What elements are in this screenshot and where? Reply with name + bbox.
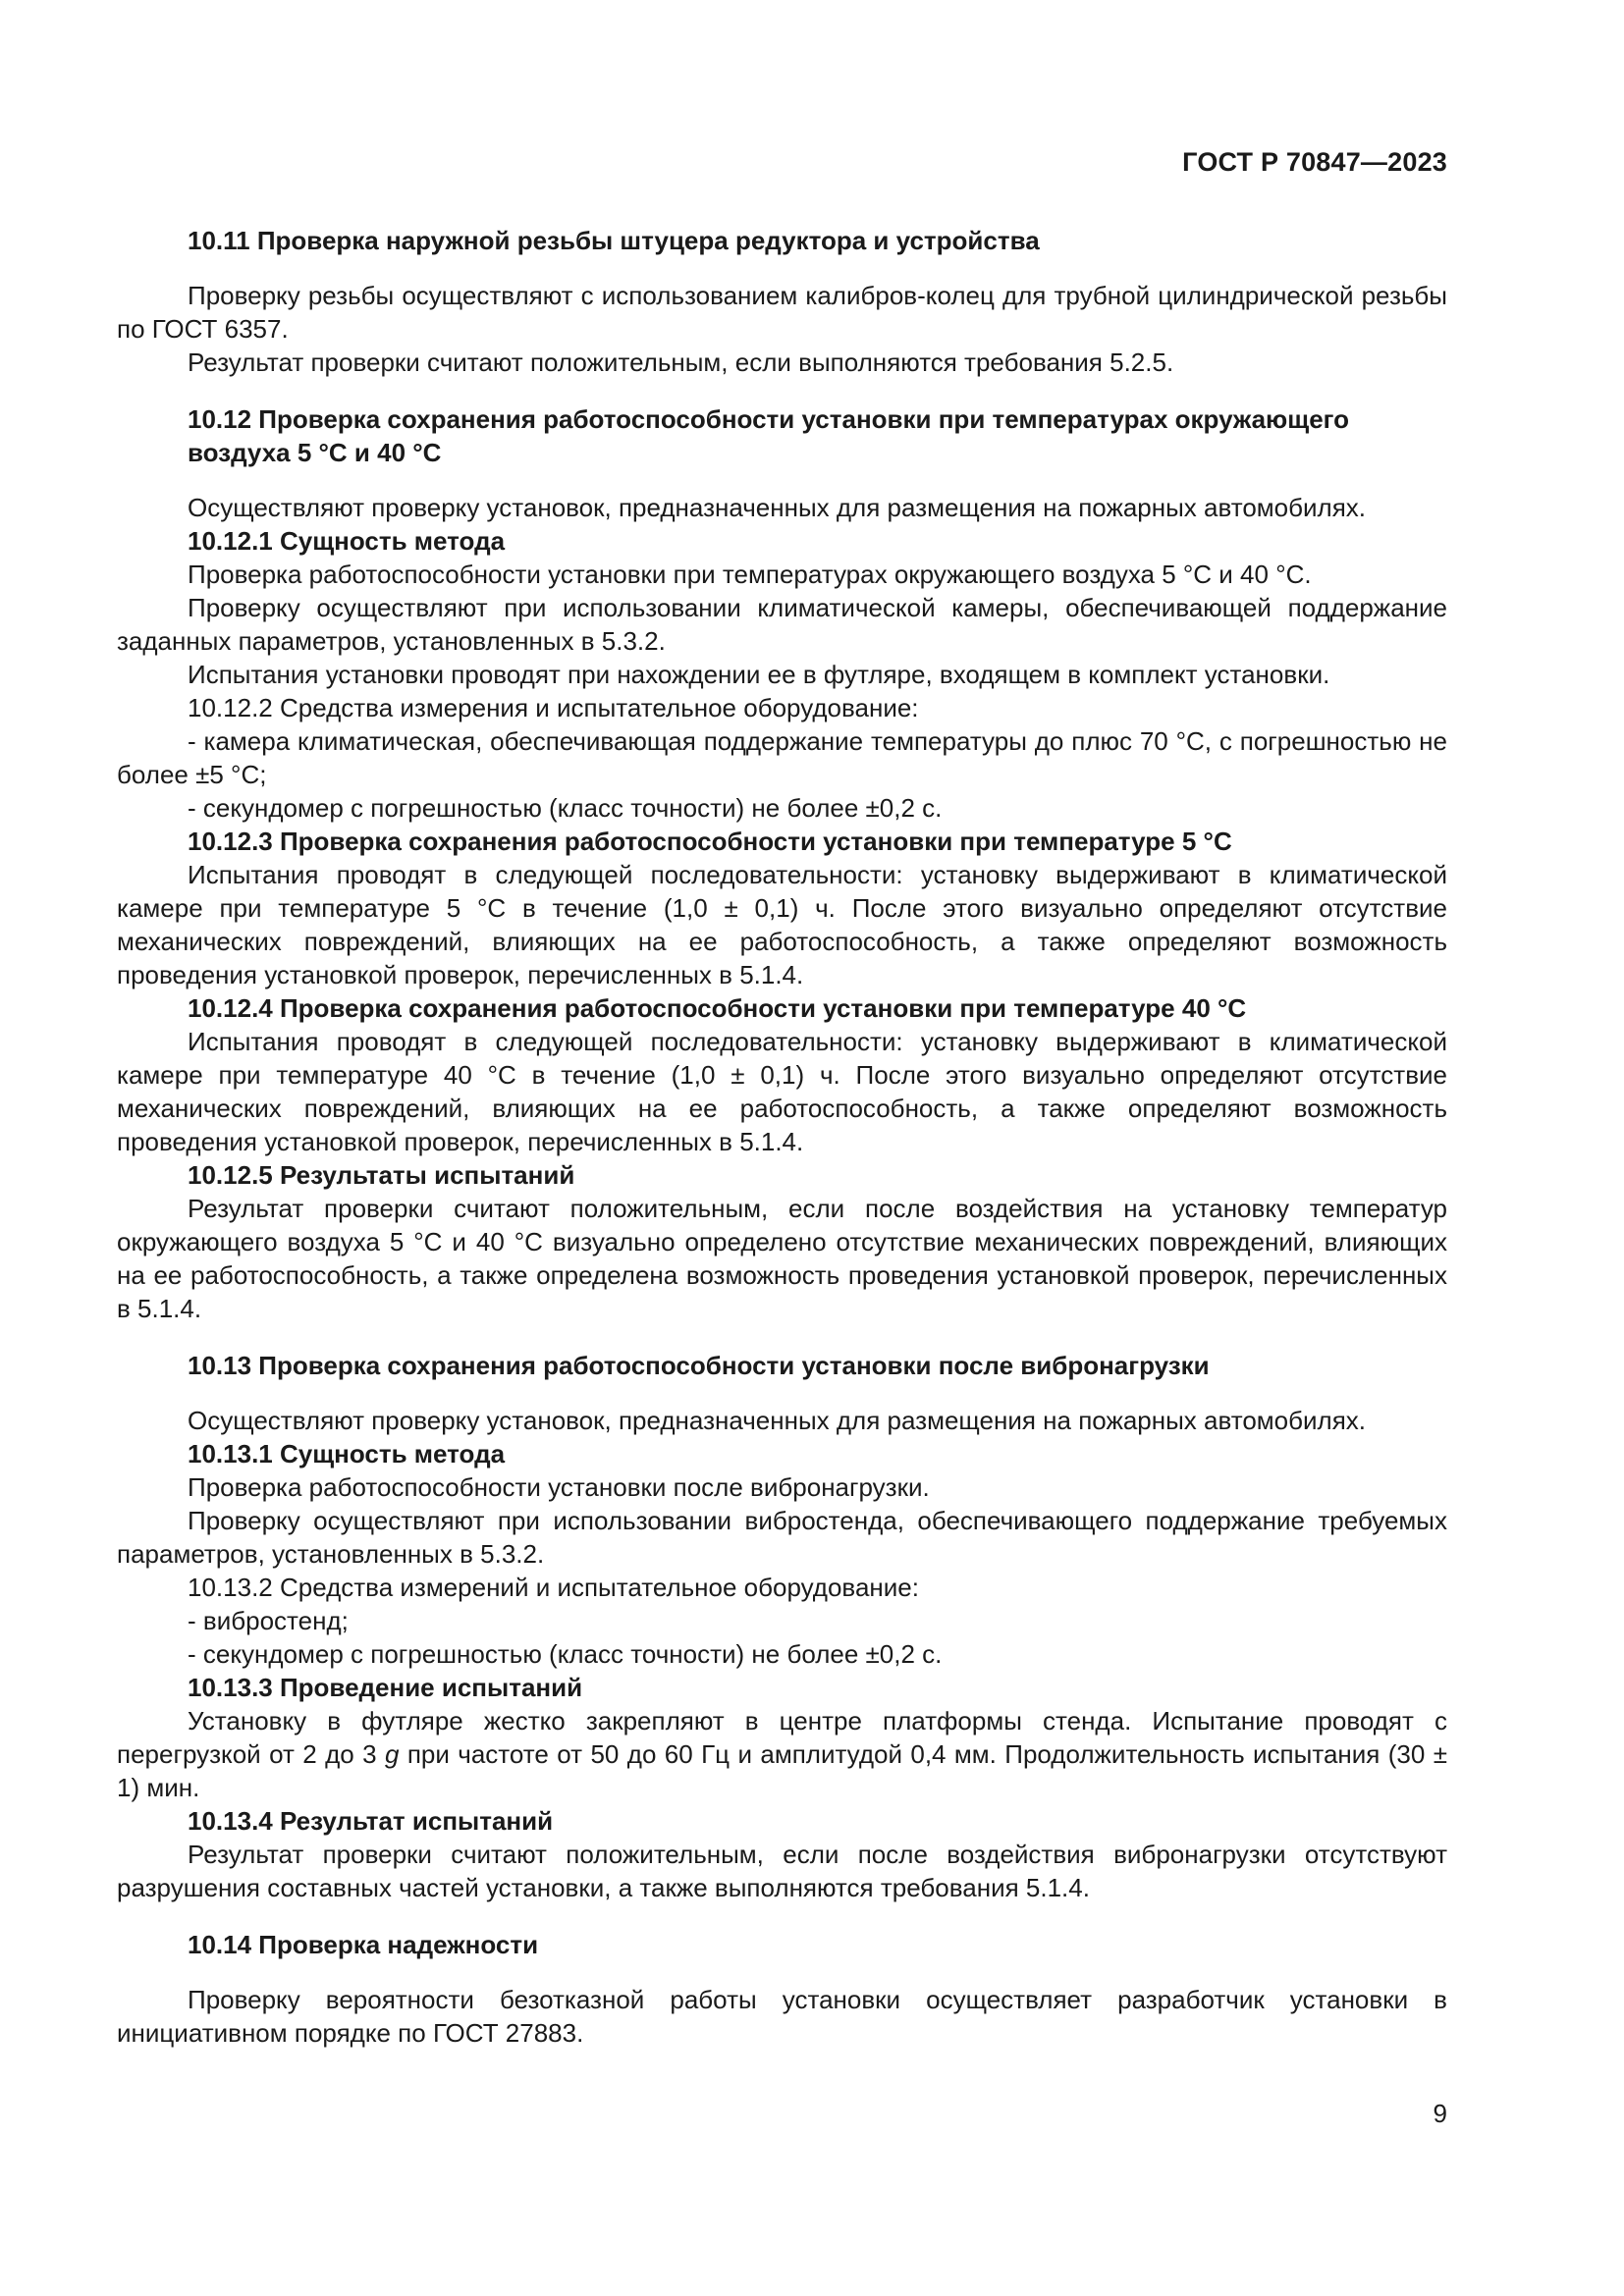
paragraph (117, 1704, 1447, 1804)
subsection-heading-10-13-4: 10.13.4 Результат испытаний (188, 1806, 554, 1836)
list-item: - секундомер с погрешностью (класс точности) не более ±0,2 с. (188, 793, 943, 823)
paragraph: Проверка работоспособности установки при температурах окружающего воздуха 5 °С и 40 °С. (188, 560, 1312, 589)
paragraph-text: Установку в футляре жестко закрепляют в центре платформы стенда. Испытание проводят с перегрузкой от 2 до 3 (117, 1706, 1447, 1769)
paragraph: Результат проверки считают положительным, если после воздействия вибронагрузки отсутствуют разрушения составных частей установки, а также выполняются требования 5.1.4. (117, 1840, 1447, 1902)
paragraph-text: при частоте от 50 до 60 Гц и амплитудой 0,4 мм. Продолжительность испытания (30 ± 1) мин. (117, 1739, 1447, 1802)
list-item: - секундомер с погрешностью (класс точности) не более ±0,2 с. (188, 1639, 943, 1669)
section-heading-10-13: 10.13 Проверка сохранения работоспособности установки после вибронагрузки (188, 1351, 1210, 1380)
paragraph: Проверка работоспособности установки после вибронагрузки. (188, 1472, 930, 1502)
list-item: - вибростенд; (188, 1606, 349, 1635)
paragraph: Проверку осуществляют при использовании климатической камеры, обеспечивающей поддержание заданных параметров, установленных в 5.3.2. (117, 593, 1447, 656)
paragraph: Результат проверки считают положительным, если после воздействия на установку температур окружающего воздуха 5 °С и 40 °С визуально определено отсутствие механических повреждений, влияющих на ее работоспособность, а также определена возможность проведения установкой проверок, перечисленных в 5.1.4. (117, 1194, 1447, 1323)
paragraph-10-13-2: 10.13.2 Средства измерений и испытательное оборудование: (188, 1573, 919, 1602)
subsection-heading-10-12-3: 10.12.3 Проверка сохранения работоспособности установки при температуре 5 °С (188, 827, 1232, 856)
page-number: 9 (1433, 2099, 1447, 2128)
paragraph-10-12-2: 10.12.2 Средства измерения и испытательное оборудование: (188, 693, 919, 722)
section-heading-10-14: 10.14 Проверка надежности (188, 1930, 539, 1959)
section-heading-10-11: 10.11 Проверка наружной резьбы штуцера редуктора и устройства (188, 226, 1040, 255)
document-header-id: ГОСТ Р 70847—2023 (1182, 147, 1447, 177)
subsection-heading-10-13-3: 10.13.3 Проведение испытаний (188, 1673, 583, 1702)
paragraph: Осуществляют проверку установок, предназначенных для размещения на пожарных автомобилях. (188, 493, 1367, 522)
document-body (117, 224, 1447, 2050)
paragraph: Испытания проводят в следующей последовательности: установку выдерживают в климатической камере при температуре 5 °С в течение (1,0 ± 0,1) ч. После этого визуально определяют отсутствие механических повреждений, влияющих на ее работоспособность, а также определяют возможность проведения установкой проверок, перечисленных в 5.1.4. (117, 860, 1447, 989)
subsection-heading-10-12-5: 10.12.5 Результаты испытаний (188, 1160, 575, 1190)
list-item: - камера климатическая, обеспечивающая поддержание температуры до плюс 70 °С, с погрешностью не более ±5 °С; (117, 726, 1447, 789)
subsection-heading-10-12-4: 10.12.4 Проверка сохранения работоспособности установки при температуре 40 °С (188, 993, 1247, 1023)
paragraph: Проверку вероятности безотказной работы установки осуществляет разработчик установки в инициативном порядке по ГОСТ 27883. (117, 1985, 1447, 2048)
subsection-heading-10-12-1: 10.12.1 Сущность метода (188, 526, 506, 556)
paragraph: Проверку осуществляют при использовании вибростенда, обеспечивающего поддержание требуемых параметров, установленных в 5.3.2. (117, 1506, 1447, 1569)
g-symbol: g (384, 1739, 400, 1769)
subsection-heading-10-13-1: 10.13.1 Сущность метода (188, 1439, 506, 1468)
paragraph: Результат проверки считают положительным, если выполняются требования 5.2.5. (188, 347, 1174, 377)
paragraph: Испытания проводят в следующей последовательности: установку выдерживают в климатической камере при температуре 40 °С в течение (1,0 ± 0,1) ч. После этого визуально определяют отсутствие механических повреждений, влияющих на ее работоспособность, а также определяют возможность проведения установкой проверок, перечисленных в 5.1.4. (117, 1027, 1447, 1156)
section-heading-10-12: 10.12 Проверка сохранения работоспособности установки при температурах окружающего воздуха 5 °С и 40 °С (188, 404, 1350, 467)
document-page (117, 0, 1447, 2296)
paragraph: Осуществляют проверку установок, предназначенных для размещения на пожарных автомобилях. (188, 1406, 1367, 1435)
paragraph: Проверку резьбы осуществляют с использованием калибров-колец для трубной цилиндрической резьбы по ГОСТ 6357. (117, 281, 1447, 344)
paragraph: Испытания установки проводят при нахождении ее в футляре, входящем в комплект установки. (188, 660, 1330, 689)
